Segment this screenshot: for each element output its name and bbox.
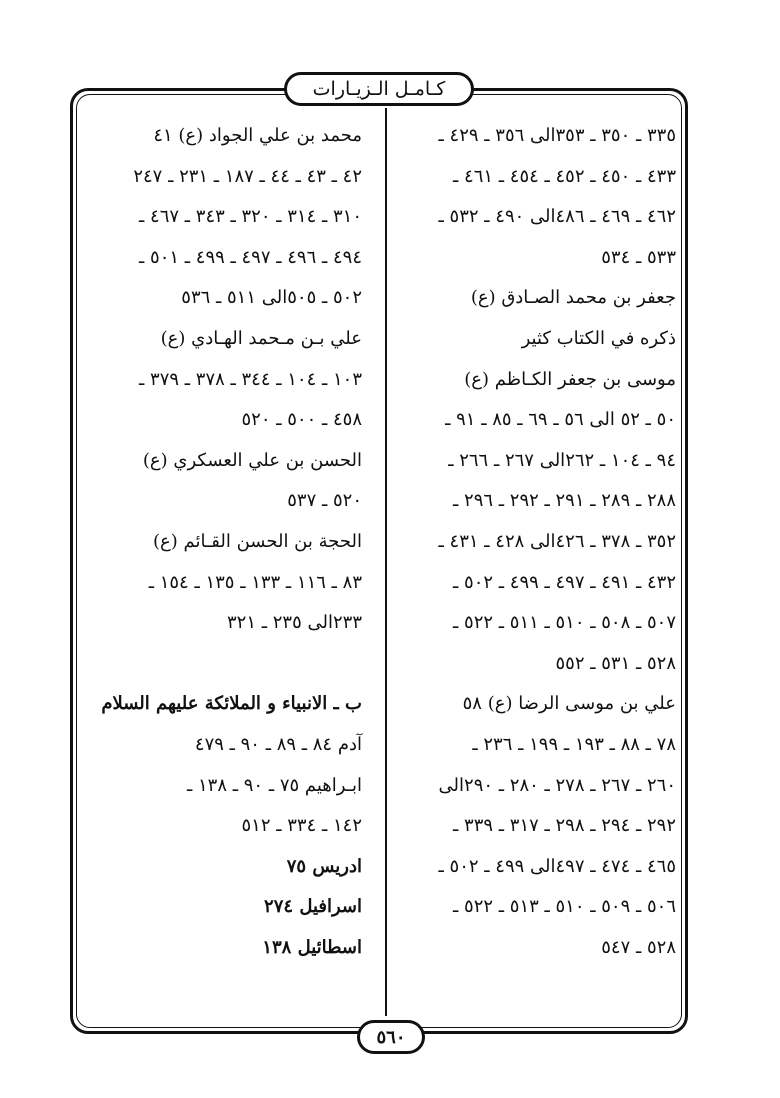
text-line: ابـراهيم ٧٥ ـ ٩٠ ـ ١٣٨ ـ <box>187 774 362 796</box>
text-line: ادريس ٧٥ <box>286 855 362 877</box>
left-column <box>92 116 362 968</box>
text-line: ٥٢٨ ـ ٥٤٧ <box>601 936 676 958</box>
section-heading: الحسن بن علي العسكري (ع) <box>142 449 362 471</box>
text-line: آدم ٨٤ ـ ٨٩ ـ ٩٠ ـ ٤٧٩ <box>194 733 362 755</box>
text-line: ٤٦٥ ـ ٤٧٤ ـ ٤٩٧الى ٤٩٩ ـ ٥٠٢ ـ <box>438 855 676 877</box>
text-line: اسطائيل ١٣٨ <box>262 936 362 958</box>
text-line: ٤٢ ـ ٤٣ ـ ٤٤ ـ ١٨٧ ـ ٢٣١ ـ ٢٤٧ <box>133 165 362 187</box>
text-line: ٩٤ ـ ١٠٤ ـ ٢٦٢الى ٢٦٧ ـ ٢٦٦ ـ <box>448 449 676 471</box>
text-line: اسرافيل ٢٧٤ <box>264 896 362 918</box>
text-line: ٥٠٧ ـ ٥٠٨ ـ ٥١٠ ـ ٥١١ ـ ٥٢٢ ـ <box>453 612 676 634</box>
blank-line <box>92 644 362 685</box>
text-line: ٢٣٣الى ٢٣٥ ـ ٣٢١ <box>227 612 362 634</box>
text-line: ٥٢٠ ـ ٥٣٧ <box>287 490 362 512</box>
section-heading: الحجة بن الحسن القـائم (ع) <box>153 530 362 552</box>
text-line: ٤٥٨ ـ ٥٠٠ ـ ٥٢٠ <box>241 409 362 431</box>
text-line: ٥٠ ـ ٥٢ الى ٥٦ ـ ٦٩ ـ ٨٥ ـ ٩١ ـ <box>445 409 676 431</box>
header-title: كـامـل الـزيـارات <box>284 72 474 106</box>
page-number: ٥٦٠ <box>357 1020 425 1054</box>
text-line: ٣٣٥ ـ ٣٥٠ ـ ٣٥٣الى ٣٥٦ ـ ٤٢٩ ـ <box>438 125 676 146</box>
text-line: ٣١٠ ـ ٣١٤ ـ ٣٢٠ ـ ٣٤٣ ـ ٤٦٧ ـ <box>139 206 362 228</box>
text-line: ٥٢٨ ـ ٥٣١ ـ ٥٥٢ <box>555 652 676 674</box>
text-line: ٤٦٢ ـ ٤٦٩ ـ ٤٨٦الى ٤٩٠ ـ ٥٣٢ ـ <box>438 206 676 228</box>
text-line: ١٤٢ ـ ٣٣٤ ـ ٥١٢ <box>241 815 362 837</box>
section-heading: جعفر بن محمد الصـادق (ع) <box>470 287 676 309</box>
right-column <box>406 116 676 968</box>
section-heading: موسى بن جعفر الكـاظم (ع) <box>464 368 676 390</box>
section-heading-prophets: ب ـ الانبياء و الملائكة عليهم السلام <box>101 693 362 715</box>
text-line: ٢٦٠ ـ ٢٦٧ ـ ٢٧٨ ـ ٢٨٠ ـ ٢٩٠الى <box>438 774 676 796</box>
text-line: ١٠٣ ـ ١٠٤ ـ ٣٤٤ ـ ٣٧٨ ـ ٣٧٩ ـ <box>139 368 362 390</box>
text-line: ٨٣ ـ ١١٦ ـ ١٣٣ ـ ١٣٥ ـ ١٥٤ ـ <box>148 571 362 593</box>
text-line: ٤٣٣ ـ ٤٥٠ ـ ٤٥٢ ـ ٤٥٤ ـ ٤٦١ ـ <box>453 165 676 187</box>
section-heading: محمد بن علي الجواد (ع) ٤١ <box>153 125 362 146</box>
text-line: ذكره في الكتاب كثير <box>521 327 676 349</box>
text-line: ٢٩٢ ـ ٢٩٤ ـ ٢٩٨ ـ ٣١٧ ـ ٣٣٩ ـ <box>453 815 676 837</box>
text-line: ٢٨٨ ـ ٢٨٩ ـ ٢٩١ ـ ٢٩٢ ـ ٢٩٦ ـ <box>453 490 676 512</box>
text-line: ٥٣٣ ـ ٥٣٤ <box>601 246 676 268</box>
section-heading: علي بـن مـحمد الهـادي (ع) <box>160 327 362 349</box>
text-line: ٥٠٢ ـ ٥٠٥الى ٥١١ ـ ٥٣٦ <box>181 287 362 309</box>
text-line: ٣٥٢ ـ ٣٧٨ ـ ٤٢٦الى ٤٢٨ ـ ٤٣١ ـ <box>438 530 676 552</box>
text-line: ٤٣٢ ـ ٤٩١ ـ ٤٩٧ ـ ٤٩٩ ـ ٥٠٢ ـ <box>453 571 676 593</box>
section-heading: علي بن موسى الرضا (ع) ٥٨ <box>462 693 676 715</box>
text-line: ٧٨ ـ ٨٨ ـ ١٩٣ ـ ١٩٩ ـ ٢٣٦ ـ <box>472 733 676 755</box>
column-divider <box>385 108 387 1016</box>
text-line: ٤٩٤ ـ ٤٩٦ ـ ٤٩٧ ـ ٤٩٩ ـ ٥٠١ ـ <box>139 246 362 268</box>
text-line: ٥٠٦ ـ ٥٠٩ ـ ٥١٠ ـ ٥١٣ ـ ٥٢٢ ـ <box>453 896 676 918</box>
